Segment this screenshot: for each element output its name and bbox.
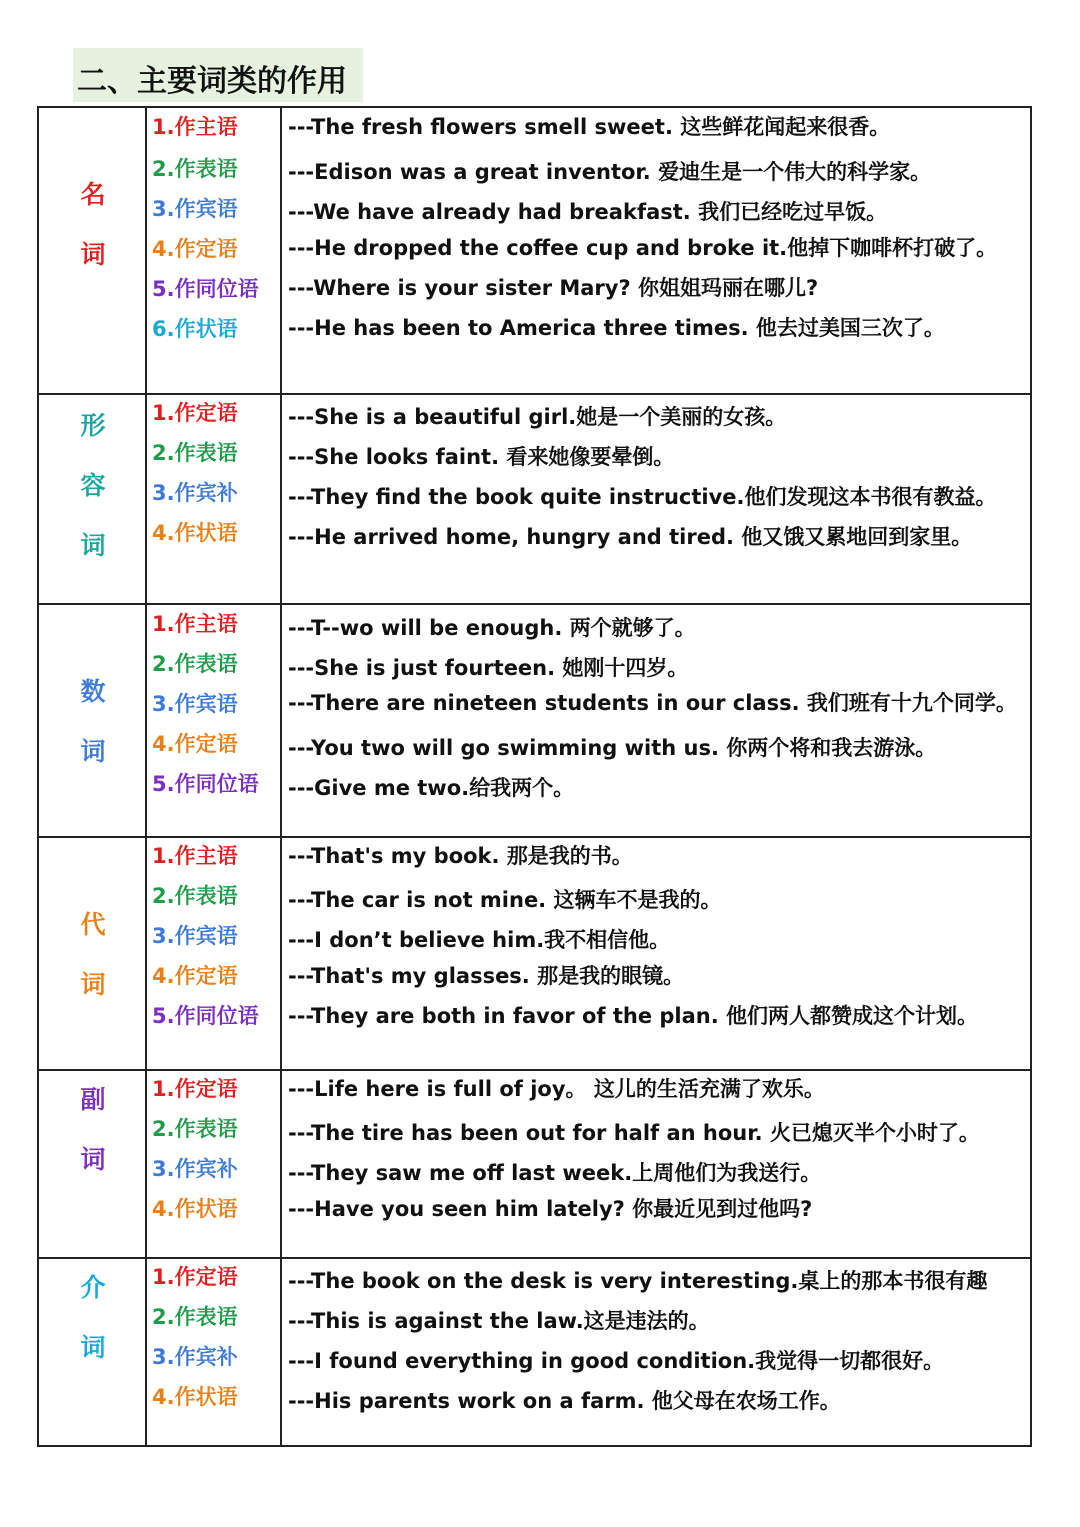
category-char: 容	[80, 471, 106, 500]
example-sentence: ---The book on the desk is very interesting.桌上的那本书很有趣	[288, 1269, 988, 1293]
category-char: 词	[80, 737, 106, 766]
role-label: 2.作表语	[152, 1305, 238, 1329]
example-sentence: ---I found everything in good condition.我觉得一切都很好。	[288, 1349, 945, 1373]
role-label: 3.作宾补	[152, 481, 238, 505]
example-sentence: ---That's my book. 那是我的书。	[288, 844, 633, 868]
category-char: 词	[80, 240, 106, 269]
example-sentence: ---The car is not mine. 这辆车不是我的。	[288, 888, 722, 912]
example-sentence: ---That's my glasses. 那是我的眼镜。	[288, 964, 685, 988]
example-sentence: ---Give me two.给我两个。	[288, 776, 575, 800]
role-label: 6.作状语	[152, 317, 238, 341]
example-sentence: ---His parents work on a farm. 他父母在农场工作。	[288, 1389, 841, 1413]
section-2	[39, 395, 1030, 603]
role-label: 1.作主语	[152, 115, 238, 139]
category-char: 词	[80, 531, 106, 560]
role-label: 4.作定语	[152, 732, 238, 756]
category-char: 词	[80, 970, 106, 999]
category-char: 形	[80, 411, 106, 440]
role-label: 4.作定语	[152, 964, 238, 988]
section-5	[39, 1071, 1030, 1257]
role-label: 5.作同位语	[152, 1004, 259, 1028]
role-label: 4.作状语	[152, 1385, 238, 1409]
example-sentence: ---There are nineteen students in our class. 我们班有十九个同学。	[288, 691, 1017, 715]
example-sentence: ---Have you seen him lately? 你最近见到过他吗?	[288, 1197, 813, 1221]
category-char: 介	[80, 1273, 106, 1302]
role-label: 3.作宾补	[152, 1157, 238, 1181]
example-sentence: ---They are both in favor of the plan. 他们两人都赞成这个计划。	[288, 1004, 979, 1028]
role-label: 3.作宾语	[152, 197, 238, 221]
example-sentence: ---Edison was a great inventor. 爱迪生是一个伟大的科学家。	[288, 160, 932, 184]
category-char: 词	[80, 1333, 106, 1362]
role-label: 2.作表语	[152, 652, 238, 676]
role-label: 2.作表语	[152, 157, 238, 181]
role-label: 1.作主语	[152, 844, 238, 868]
section-3	[39, 605, 1030, 836]
role-label: 1.作主语	[152, 612, 238, 636]
role-label: 1.作定语	[152, 401, 238, 425]
example-sentence: ---He has been to America three times. 他去过美国三次了。	[288, 316, 945, 340]
section-1	[39, 108, 1030, 393]
role-label: 3.作宾语	[152, 692, 238, 716]
example-sentence: ---They find the book quite instructive.他们发现这本书很有教益。	[288, 485, 997, 509]
example-sentence: ---Where is your sister Mary? 你姐姐玛丽在哪儿?	[288, 276, 819, 300]
role-label: 2.作表语	[152, 441, 238, 465]
section-heading	[73, 48, 363, 102]
role-label: 1.作定语	[152, 1077, 238, 1101]
section-4	[39, 838, 1030, 1069]
category-char: 名	[80, 180, 106, 209]
example-sentence: ---She looks faint. 看来她像要晕倒。	[288, 445, 675, 469]
category-char: 数	[80, 677, 106, 706]
role-label: 3.作宾语	[152, 924, 238, 948]
category-char: 副	[80, 1085, 106, 1114]
heading-text: 二、主要词类的作用	[77, 64, 347, 99]
word-class-table	[37, 106, 1032, 1447]
example-sentence: ---You two will go swimming with us. 你两个将和我去游泳。	[288, 736, 937, 760]
role-label: 4.作定语	[152, 237, 238, 261]
category-char: 词	[80, 1145, 106, 1174]
example-sentence: ---T--wo will be enough. 两个就够了。	[288, 616, 696, 640]
category-char: 代	[80, 910, 106, 939]
example-sentence: ---The tire has been out for half an hour. 火已熄灭半个小时了。	[288, 1121, 980, 1145]
example-sentence: ---This is against the law.这是违法的。	[288, 1309, 710, 1333]
example-sentence: ---Life here is full of joy。 这儿的生活充满了欢乐。	[288, 1077, 825, 1101]
example-sentence: ---They saw me off last week.上周他们为我送行。	[288, 1161, 822, 1185]
role-label: 4.作状语	[152, 1197, 238, 1221]
role-label: 2.作表语	[152, 1117, 238, 1141]
example-sentence: ---She is a beautiful girl.她是一个美丽的女孩。	[288, 405, 787, 429]
role-label: 5.作同位语	[152, 277, 259, 301]
role-label: 2.作表语	[152, 884, 238, 908]
example-sentence: ---I don’t believe him.我不相信他。	[288, 928, 671, 952]
role-label: 5.作同位语	[152, 772, 259, 796]
example-sentence: ---He arrived home, hungry and tired. 他又饿又累地回到家里。	[288, 525, 973, 549]
example-sentence: ---The fresh flowers smell sweet. 这些鲜花闻起来很香。	[288, 115, 891, 139]
role-label: 3.作宾补	[152, 1345, 238, 1369]
role-label: 4.作状语	[152, 521, 238, 545]
section-6	[39, 1259, 1030, 1445]
example-sentence: ---He dropped the coffee cup and broke it.他掉下咖啡杯打破了。	[288, 236, 998, 260]
example-sentence: ---She is just fourteen. 她刚十四岁。	[288, 656, 689, 680]
example-sentence: ---We have already had breakfast. 我们已经吃过早饭。	[288, 200, 888, 224]
role-label: 1.作定语	[152, 1265, 238, 1289]
